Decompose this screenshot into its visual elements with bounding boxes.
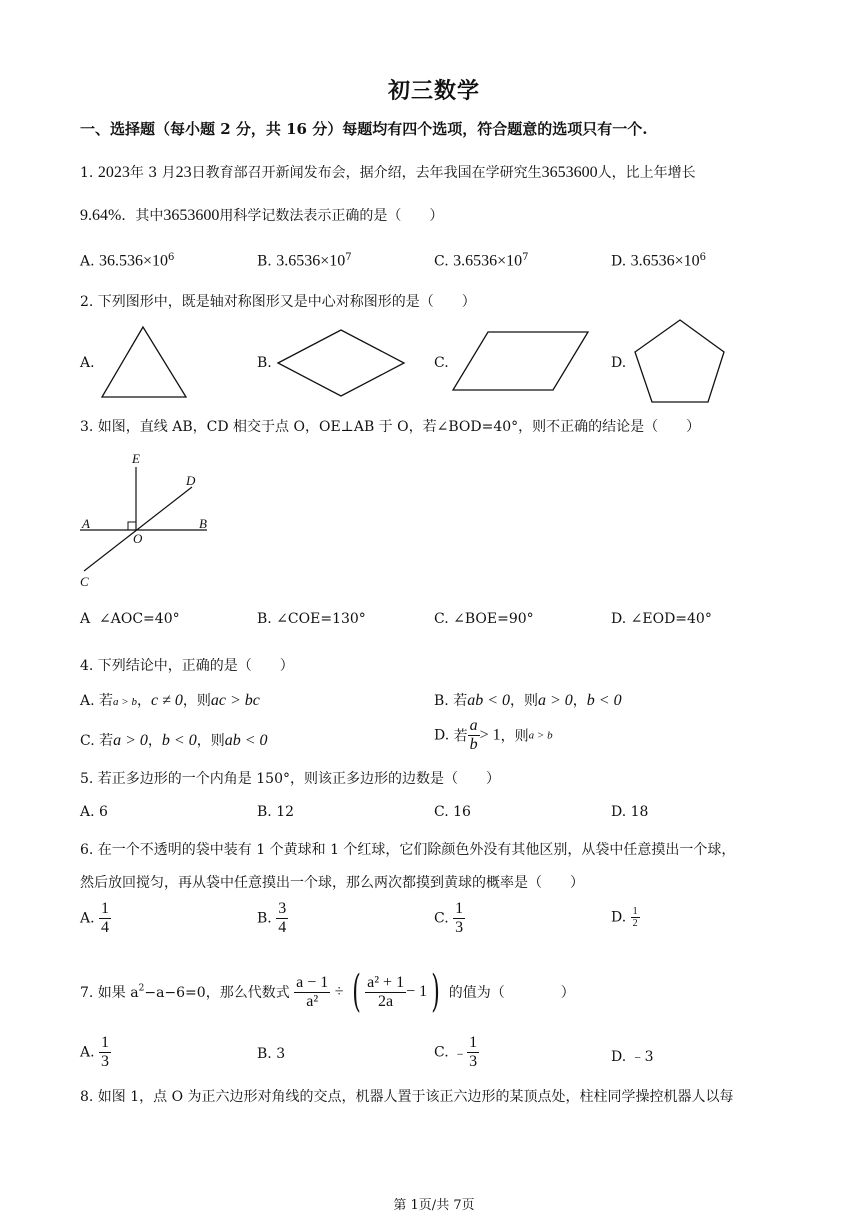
q2-option-d-label[interactable]: D. (611, 355, 627, 371)
q1-option-c[interactable]: C. $3.6536\times 10^7$ (434, 252, 529, 270)
q3-option-a[interactable]: A ∠AOC=40° (80, 611, 180, 627)
q6-option-a[interactable]: A. $\frac{1}{4}$ (80, 900, 110, 936)
q1-option-a[interactable]: A. $36.536\times 10^6$ (80, 252, 175, 270)
label-o: O (133, 531, 143, 546)
q8-line1: 8. 如图 1，点 O 为正六边形对角线的交点，机器人置于该正六边形的某顶点处，柱柱同学操控机器人以每 (80, 1089, 734, 1105)
label-b: B (199, 516, 207, 531)
q1-line2: 9.64%．其中3653600用科学记数法表示正确的是（ ） (80, 207, 444, 224)
q3-option-c[interactable]: C. ∠BOE=90° (434, 611, 534, 627)
q4-option-b[interactable]: B. 若ab < 0，则a > 0，b < 0 (434, 692, 622, 709)
label-d: D (186, 473, 196, 488)
q5-option-a[interactable]: A. 6 (80, 804, 108, 820)
q7-option-b[interactable]: B. 3 (257, 1046, 286, 1062)
q4-option-d[interactable]: D. 若 $\frac{a}{b}$ > 1，则a > b (434, 717, 553, 753)
q1-option-b[interactable]: B. $3.6536\times 10^7$ (257, 252, 352, 270)
q6-option-b[interactable]: B. $\frac{3}{4}$ (257, 900, 287, 936)
q4-option-c[interactable]: C. 若a > 0，b < 0，则ab < 0 (80, 732, 268, 749)
section-heading: 一、选择题（每小题 2 分，共 16 分）每题均有四个选项，符合题意的选项只有一个. (80, 120, 648, 138)
q3-option-d[interactable]: D. ∠EOD=40° (611, 611, 712, 627)
page-title: 初三数学 (387, 78, 480, 104)
page-footer: 第 1页/共 7页 (393, 1198, 475, 1213)
q2-option-a-label[interactable]: A. (80, 355, 95, 371)
q6-line1: 6. 在一个不透明的袋中装有 1 个黄球和 1 个红球，它们除颜色外没有其他区别，从袋中任意摸出一个球， (80, 842, 736, 858)
label-a: A (82, 516, 90, 531)
q3-option-b[interactable]: B. ∠COE=130° (257, 611, 366, 627)
q5-option-d[interactable]: D. 18 (611, 804, 649, 820)
q6-line2: 然后放回搅匀，再从袋中任意摸出一个球，那么两次都摸到黄球的概率是（ ） (80, 875, 584, 891)
q7-option-a[interactable]: A. $\frac{1}{3}$ (80, 1034, 110, 1070)
q2-stem: 2. 下列图形中，既是轴对称图形又是中心对称图形的是（ ） (80, 294, 476, 310)
q6-option-c[interactable]: C. $\frac{1}{3}$ (434, 900, 464, 936)
q4-stem: 4. 下列结论中，正确的是（ ） (80, 658, 294, 674)
q4-option-a[interactable]: A. 若a > b，c ≠ 0，则ac > bc (80, 692, 260, 709)
q5-option-c[interactable]: C. 16 (434, 804, 471, 820)
label-e: E (132, 451, 140, 466)
q5-stem: 5. 若正多边形的一个内角是 150°，则该正多边形的边数是（ ） (80, 771, 500, 787)
q3-stem: 3. 如图，直线 AB，CD 相交于点 O，OE⊥AB 于 O，若∠BOD=40°，则不正确的结论是（ ） (80, 419, 701, 435)
q2-option-c-label[interactable]: C. (434, 355, 449, 371)
label-c: C (80, 574, 89, 589)
q7-stem: 7. 如果 $a^2-a-6=0$，那么代数式 $\frac{a - 1}{\text{a²}}$ ÷ ( $\frac{\text{a² + 1}}{2a}$ − 1 ) 的值为（ ） (80, 966, 575, 1017)
q7-option-c[interactable]: C. ﹣ $\frac{1}{3}$ (434, 1034, 478, 1070)
q1-line1: 1. 2023年 3 月23日教育部召开新闻发布会，据介绍，去年我国在学研究生3653600人，比上年增长 (80, 164, 696, 181)
q7-option-d[interactable]: D. ﹣3 (611, 1049, 654, 1065)
q2-option-b-label[interactable]: B. (257, 355, 272, 371)
q6-option-d[interactable]: D. $\frac{1}{2}$ (611, 906, 638, 929)
q5-option-b[interactable]: B. 12 (257, 804, 295, 820)
q1-option-d[interactable]: D. $3.6536\times 10^6$ (611, 252, 707, 270)
